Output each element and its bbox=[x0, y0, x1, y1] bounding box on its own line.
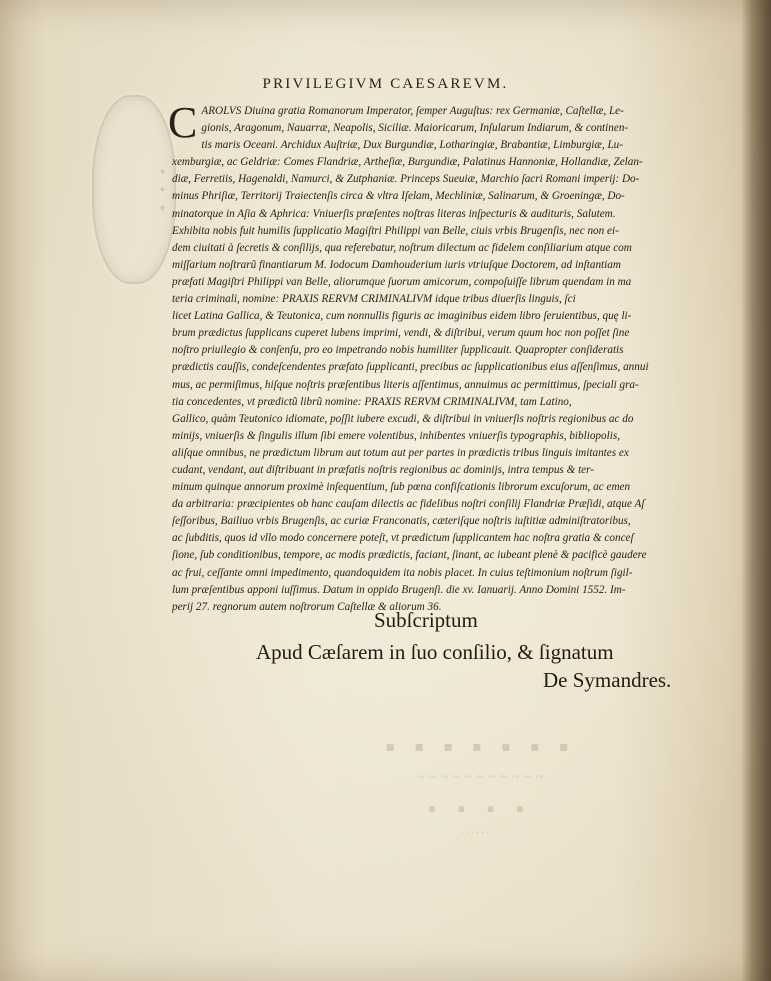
privilege-text bbox=[168, 98, 724, 616]
text-line: brum prædictus ſupplicans cuperet lubens imprimi, vendi, & diſtribui, verum quum hoc non poſſet ſine bbox=[172, 327, 630, 340]
text-line: ac ſubditis, quos id vllo modo concernere poteſt, vt prædictum ſupplicantem hac noſtra gratia & conceſ bbox=[172, 532, 634, 545]
text-line: da arbitraria: præcipientes ob hanc cauſam dilectis ac fidelibus noſtri conſilij Flandriæ Præſidi, atque Aſ bbox=[172, 498, 645, 511]
text-line: ac frui, ceſſante omni impedimento, quandoquidem ita nobis placet. In cuius teſtimonium noſtrum ſigil- bbox=[172, 566, 633, 579]
text-line: licet Latina Gallica, & Teutonica, cum nonnullis figuris ac imaginibus eidem libro ſeruientibus, quę li- bbox=[172, 310, 632, 323]
text-line: cudant, vendant, aut diſtribuant in præfatis noſtris regionibus ac dominijs, intra tempus & ter- bbox=[172, 463, 594, 476]
text-line: minatorque in Aſia & Aphrica: Vniuerſis præſentes noſtras literas inſpecturis & audituris, Salutem. bbox=[172, 207, 616, 220]
text-line: diæ, Ferretiis, Hagenaldi, Namurci, & Zutphaniæ. Princeps Sueuiæ, Marchio ſacri Romani imperij: Do- bbox=[172, 173, 640, 186]
text-line: AROLVS Diuina gratia Romanorum Imperator, ſemper Auguſtus: rex Germaniæ, Caſtellæ, Le- bbox=[201, 105, 624, 117]
text-line: noſtro priuilegio & conſenſu, pro eo impetrando nobis humiliter ſupplicauit. Quapropter conſideratis bbox=[172, 344, 624, 357]
text-line: xemburgiæ, ac Geldriæ: Comes Flandriæ, Artheſiæ, Burgundiæ, Palatinus Hannoniæ, Hollandiæ, Zelan- bbox=[172, 156, 643, 169]
text-line: ſeſſoribus, Bailiuo vrbis Brugenſis, ac curiæ Franconatis, cæteriſque noſtris iuſtitiæ adminiſtratoribus, bbox=[172, 515, 631, 528]
library-stamp-seal bbox=[92, 95, 176, 284]
text-line: prædictis cauſſis, condeſcendentes præfato ſupplicanti, precibus ac ſupplicationibus eius aſſenſimus, annui bbox=[172, 361, 649, 374]
text-line: tis maris Oceani. Archidux Auſtriæ, Dux Burgundiæ, Lotharingiæ, Brabantiæ, Limburgiæ, Lu- bbox=[201, 139, 623, 152]
subscription-line-2: Apud Cæſarem in ſuo conſilio, & ſignatum bbox=[256, 640, 614, 664]
page-title: PRIVILEGIVM CAESAREVM. bbox=[262, 76, 509, 92]
text-line: minus Phriſiæ, Territorij Traiectenſis circa & vltra Iſelam, Mechliniæ, Salinarum, & Groeningæ, Do- bbox=[172, 190, 625, 203]
text-line: præfati Magiſtri Philippi van Belle, aliorumque ſuorum amicorum, compoſuiſſe librum quendam in ma bbox=[172, 275, 632, 288]
privilege-lines bbox=[172, 103, 724, 616]
text-line: gionis, Aragonum, Nauarræ, Neapolis, Siciliæ. Maioricarum, Inſularum Indiarum, & continen- bbox=[201, 122, 629, 135]
text-line: teria criminali, nomine: PRAXIS RERVM CRIMINALIVM idque tribus diuerſis linguis, ſci bbox=[172, 293, 576, 306]
bleed-through-text-3: ▪ ▪ ▪ ▪ bbox=[428, 796, 532, 821]
text-line: perij 27. regnorum autem noſtrorum Caſtellæ & aliorum 36. bbox=[172, 600, 442, 613]
text-line: Exhibita nobis fuit humilis ſupplicatio Magiſtri Philippi van Belle, ciuis vrbis Brugenſis, nec non ei- bbox=[172, 224, 619, 237]
text-line: dem ciuitati à ſecretis & conſilijs, qua referebatur, noſtrum dilectum ac fidelem conſiliarium atque com bbox=[172, 241, 632, 254]
text-line: minijs, vniuerſis & ſingulis illum ſibi emere volentibus, inhibentes vniuerſis typographis, bibliopolis, bbox=[172, 429, 620, 442]
bleed-through-text-1: ▪ ▪ ▪ ▪ ▪ ▪ ▪ bbox=[385, 732, 575, 763]
text-line: miſſarium noſtrarũ finantiarum M. Iodocum Damhouderium iuris vtriuſque Doctorem, ad inſtantiam bbox=[172, 258, 621, 271]
text-line: ſione, ſub conditionibus, tempore, ac modis prædictis, faciant, ſinant, ac iubeant plenè & pacificè gaudere bbox=[172, 549, 647, 562]
page-gutter-shadow bbox=[741, 0, 771, 981]
text-line: mus, ac permiſimus, hiſque noſtris præſentibus literis aſſentimus, annuimus ac permittimus, ſpeciali gra- bbox=[172, 378, 639, 391]
bleed-through-text-4: · · · · · · · · bbox=[461, 828, 499, 839]
bleed-through-text-2: ~ ~ ~ ~ ~ ~ ~ ~ ~ ~ ~ bbox=[416, 770, 544, 786]
text-line: aliſque omnibus, ne prædictum librum aut totum aut per partes in prædictis tribus linguis imitantes ex bbox=[172, 446, 629, 459]
text-line: Gallico, quàm Teutonico idiomate, poſſit iubere excudi, & diſtribui in vniuerſis noſtris regionibus ac do bbox=[172, 412, 634, 425]
subscription-line-1: Subſcriptum bbox=[374, 608, 478, 632]
text-line: tia concedentes, vt prædictũ librũ nomine: PRAXIS RERVM CRIMINALIVM, tam Latino, bbox=[172, 395, 572, 408]
text-line: minum quinque annorum proximè inſequentium, ſub pœna confiſcationis librorum excuſorum, ac emen bbox=[172, 481, 631, 494]
subscription-signature: De Symandres. bbox=[543, 668, 672, 692]
stamp-lettering: ✦ ✦ ✦ bbox=[157, 167, 168, 217]
text-line: lum præſentibus apponi iuſſimus. Datum in oppido Brugenſi. die xv. Ianuarij. Anno Domini 1552. Im- bbox=[172, 583, 626, 596]
drop-capital: C bbox=[168, 98, 198, 147]
